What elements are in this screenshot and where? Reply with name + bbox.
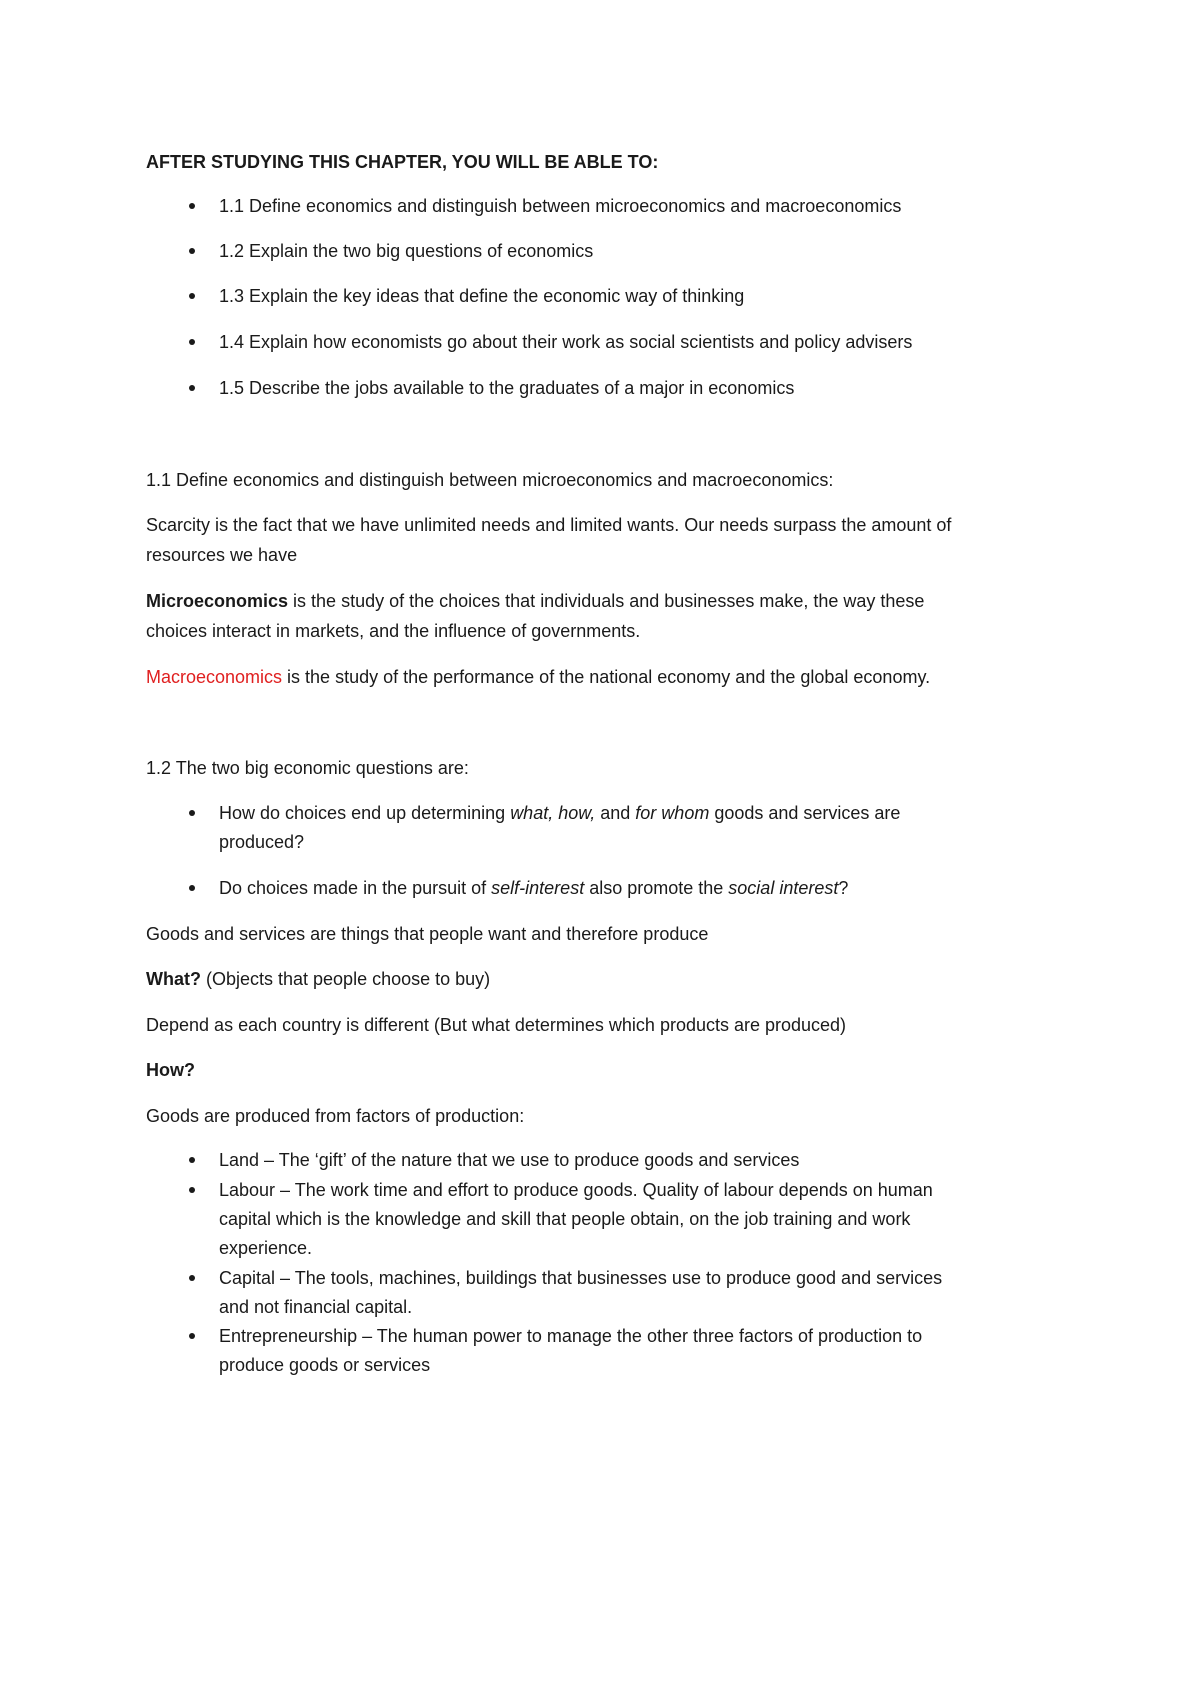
factor-entrepreneurship: Entrepreneurship – The human power to manage the other three factors of production to	[219, 1326, 923, 1346]
bullet-icon	[189, 385, 195, 391]
bullet-icon	[189, 1187, 195, 1193]
question-1: How do choices end up determining what, how, and for whom goods and services are	[219, 803, 901, 823]
goods-services-text: Goods and services are things that people want and therefore produce	[146, 924, 709, 944]
objective-item: 1.1 Define economics and distinguish between microeconomics and macroeconomics	[219, 196, 902, 216]
bullet-icon	[189, 339, 195, 345]
bullet-icon	[189, 885, 195, 891]
objective-item: 1.3 Explain the key ideas that define the economic way of thinking	[219, 286, 745, 306]
factor-capital-cont: and not financial capital.	[219, 1297, 413, 1317]
objective-item: 1.4 Explain how economists go about their work as social scientists and policy advisers	[219, 332, 913, 352]
factor-labour-cont: experience.	[219, 1238, 313, 1258]
bullet-icon	[189, 248, 195, 254]
scarcity-definition: Scarcity is the fact that we have unlimited needs and limited wants. Our needs surpass the amount of	[146, 515, 952, 535]
factor-land: Land – The ‘gift’ of the nature that we use to produce goods and services	[219, 1150, 800, 1170]
scarcity-definition-cont: resources we have	[146, 545, 298, 565]
bullet-icon	[189, 203, 195, 209]
bullet-icon	[189, 1275, 195, 1281]
bullet-icon	[189, 1157, 195, 1163]
depend-text: Depend as each country is different (But what determines which products are produced)	[146, 1015, 847, 1035]
macroeconomics-definition: Macroeconomics is the study of the performance of the national economy and the global economy.	[146, 667, 931, 687]
question-1-cont: produced?	[219, 832, 305, 852]
factor-labour: Labour – The work time and effort to produce goods. Quality of labour depends on human	[219, 1180, 933, 1200]
factor-capital: Capital – The tools, machines, buildings that businesses use to produce good and services	[219, 1268, 943, 1288]
microeconomics-definition-cont: choices interact in markets, and the influence of governments.	[146, 621, 641, 641]
objective-item: 1.5 Describe the jobs available to the graduates of a major in economics	[219, 378, 795, 398]
section-1-1-title: 1.1 Define economics and distinguish between microeconomics and macroeconomics:	[146, 470, 834, 490]
chapter-objectives-heading: AFTER STUDYING THIS CHAPTER, YOU WILL BE ABLE TO:	[146, 152, 659, 172]
section-1-2-title: 1.2 The two big economic questions are:	[146, 758, 469, 778]
how-question: How?	[146, 1060, 195, 1080]
objective-item: 1.2 Explain the two big questions of economics	[219, 241, 594, 261]
microeconomics-definition: Microeconomics is the study of the choices that individuals and businesses make, the way these	[146, 591, 925, 611]
bullet-icon	[189, 1333, 195, 1339]
question-2: Do choices made in the pursuit of self-interest also promote the social interest?	[219, 878, 849, 898]
microeconomics-term: Microeconomics	[146, 591, 289, 611]
bullet-icon	[189, 810, 195, 816]
bullet-icon	[189, 293, 195, 299]
what-question: What? (Objects that people choose to buy)	[146, 969, 491, 989]
factors-intro: Goods are produced from factors of production:	[146, 1106, 525, 1126]
factor-entrepreneurship-cont: produce goods or services	[219, 1355, 431, 1375]
factor-labour-cont: capital which is the knowledge and skill that people obtain, on the job training and work	[219, 1209, 911, 1229]
macroeconomics-term: Macroeconomics	[146, 667, 283, 687]
